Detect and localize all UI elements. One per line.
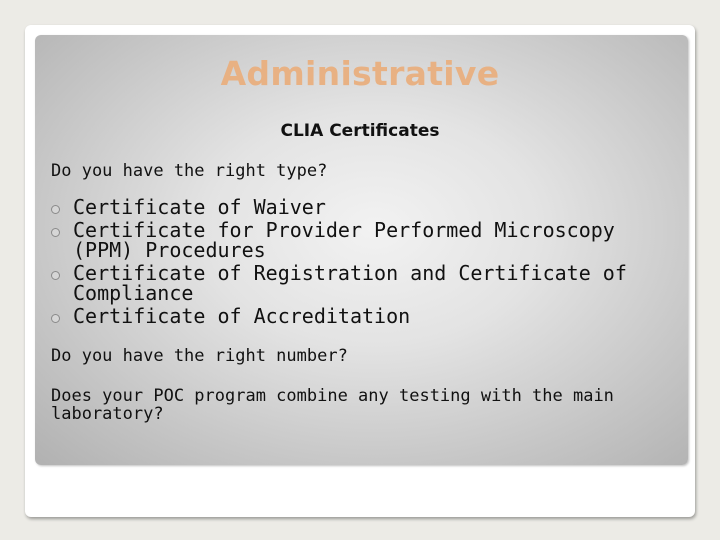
bullet-icon (51, 271, 60, 280)
list-item (51, 220, 671, 260)
bullet-icon (51, 228, 60, 237)
bullet-icon (51, 205, 60, 214)
list-item (51, 197, 671, 217)
list-item-label: Certificate of Registration and Certificate of Compliance (73, 261, 627, 305)
slide-title: Administrative (220, 54, 500, 93)
list-item-label: Certificate of Accreditation (73, 304, 411, 328)
question-combine-testing: Does your POC program combine any testing with the main laboratory? (51, 386, 614, 424)
list-item-label: Certificate for Provider Performed Microscopy (PPM) Procedures (73, 218, 615, 262)
bullet-icon (51, 314, 60, 323)
slide-subtitle: CLIA Certificates (280, 121, 440, 141)
list-item (51, 263, 671, 303)
certificate-list (51, 197, 671, 329)
question-right-type: Do you have the right type? (51, 161, 328, 181)
question-right-number: Do you have the right number? (51, 346, 348, 366)
list-item-label: Certificate of Waiver (73, 195, 326, 219)
list-item (51, 306, 671, 326)
